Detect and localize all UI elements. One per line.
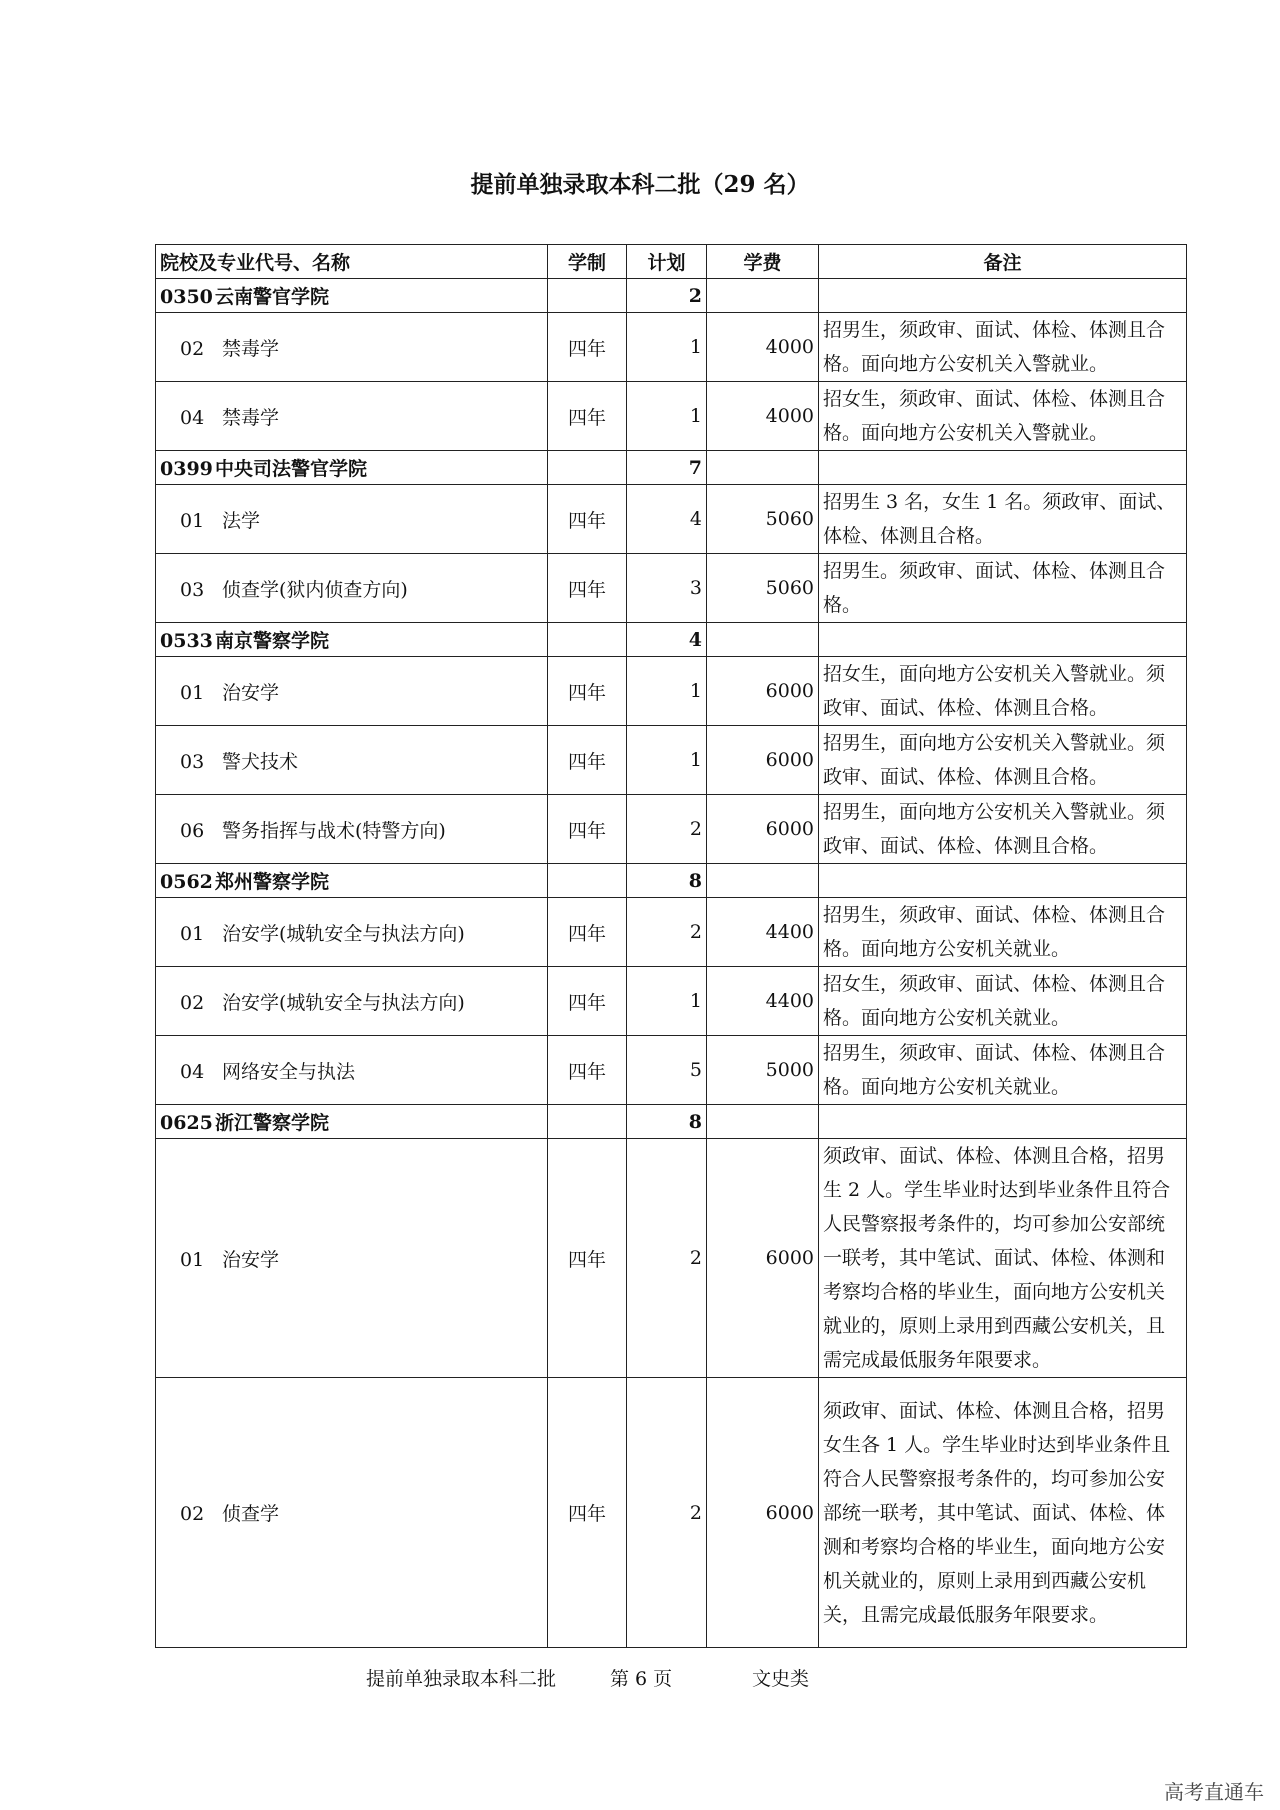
major-fee: 6000 xyxy=(707,1139,819,1378)
major-row xyxy=(156,967,1187,1036)
major-fee: 6000 xyxy=(707,1378,819,1648)
major-note: 招女生，须政审、面试、体检、体测且合格。面向地方公安机关就业。 xyxy=(819,967,1187,1036)
school-code: 0625 xyxy=(160,1112,213,1134)
major-note: 招女生，须政审、面试、体检、体测且合格。面向地方公安机关入警就业。 xyxy=(819,382,1187,451)
major-plan: 2 xyxy=(627,795,707,864)
major-name: 警犬技术 xyxy=(222,750,299,773)
major-fee: 6000 xyxy=(707,657,819,726)
major-note: 招男生 3 名，女生 1 名。须政审、面试、体检、体测且合格。 xyxy=(819,485,1187,554)
major-note: 招男生。须政审、面试、体检、体测且合格。 xyxy=(819,554,1187,623)
major-fee: 5060 xyxy=(707,485,819,554)
footer-batch: 提前单独录取本科二批 xyxy=(366,1668,557,1690)
major-row xyxy=(156,898,1187,967)
major-plan: 3 xyxy=(627,554,707,623)
major-row xyxy=(156,485,1187,554)
header-plan: 计划 xyxy=(627,245,707,279)
major-name: 治安学(城轨安全与执法方向) xyxy=(222,922,465,945)
major-row xyxy=(156,313,1187,382)
major-duration: 四年 xyxy=(548,1139,627,1378)
header-fee: 学费 xyxy=(707,245,819,279)
major-row xyxy=(156,1378,1187,1648)
footer-category: 文史类 xyxy=(752,1668,810,1690)
major-code: 01 xyxy=(180,922,205,945)
admission-table xyxy=(155,244,1187,1648)
major-fee: 6000 xyxy=(707,795,819,864)
school-plan-total: 8 xyxy=(627,864,707,898)
major-row xyxy=(156,657,1187,726)
major-name: 侦查学 xyxy=(222,1503,280,1525)
major-duration: 四年 xyxy=(548,898,627,967)
school-code: 0533 xyxy=(160,630,213,652)
major-duration: 四年 xyxy=(548,967,627,1036)
school-code: 0399 xyxy=(160,458,213,480)
major-note: 招男生，须政审、面试、体检、体测且合格。面向地方公安机关就业。 xyxy=(819,1036,1187,1105)
major-plan: 1 xyxy=(627,967,707,1036)
school-name: 南京警察学院 xyxy=(215,630,330,652)
major-code: 01 xyxy=(180,509,205,532)
major-note: 招男生，须政审、面试、体检、体测且合格。面向地方公安机关入警就业。 xyxy=(819,313,1187,382)
major-name: 治安学(城轨安全与执法方向) xyxy=(222,991,465,1014)
school-plan-total: 4 xyxy=(627,623,707,657)
major-code: 02 xyxy=(180,991,205,1014)
major-note: 须政审、面试、体检、体测且合格，招男生 2 人。学生毕业时达到毕业条件且符合人民警察报考条件的，均可参加公安部统一联考，其中笔试、面试、体检、体测和考察均合格的毕业生，面向地方公安机关就业的，原则上录用到西藏公安机关，且需完成最低服务年限要求。 xyxy=(819,1139,1187,1378)
major-name: 治安学 xyxy=(222,1248,280,1271)
major-duration: 四年 xyxy=(548,554,627,623)
major-name: 警务指挥与战术(特警方向) xyxy=(222,819,446,842)
major-code: 02 xyxy=(180,1503,205,1525)
school-name: 中央司法警官学院 xyxy=(215,458,368,480)
major-fee: 4400 xyxy=(707,898,819,967)
major-note: 招女生，面向地方公安机关入警就业。须政审、面试、体检、体测且合格。 xyxy=(819,657,1187,726)
school-name: 浙江警察学院 xyxy=(215,1112,330,1134)
major-note: 须政审、面试、体检、体测且合格，招男女生各 1 人。学生毕业时达到毕业条件且符合人民警察报考条件的，均可参加公安部统一联考，其中笔试、面试、体检、体测和考察均合格的毕业生，面向地方公安机关就业的，原则上录用到西藏公安机关，且需完成最低服务年限要求。 xyxy=(819,1378,1187,1648)
header-school-major: 院校及专业代号、名称 xyxy=(156,245,548,279)
watermark: 高考直通车 xyxy=(1164,1780,1264,1804)
school-row xyxy=(156,864,1187,898)
school-plan-total: 8 xyxy=(627,1105,707,1139)
major-code: 04 xyxy=(180,1060,205,1083)
header-duration: 学制 xyxy=(548,245,627,279)
major-code: 06 xyxy=(180,819,205,842)
major-name: 侦查学(狱内侦查方向) xyxy=(222,578,408,601)
school-row xyxy=(156,451,1187,485)
major-name: 网络安全与执法 xyxy=(222,1060,356,1083)
footer-page-number: 第 6 页 xyxy=(610,1668,673,1690)
major-duration: 四年 xyxy=(548,726,627,795)
major-plan: 2 xyxy=(627,1378,707,1648)
major-row xyxy=(156,1036,1187,1105)
major-duration: 四年 xyxy=(548,795,627,864)
major-code: 02 xyxy=(180,337,205,360)
major-code: 03 xyxy=(180,578,205,601)
page-title: 提前单独录取本科二批（29 名） xyxy=(470,171,810,198)
major-plan: 2 xyxy=(627,898,707,967)
major-row xyxy=(156,554,1187,623)
header-note: 备注 xyxy=(819,245,1187,279)
school-code: 0350 xyxy=(160,286,213,308)
major-name: 禁毒学 xyxy=(222,337,280,360)
school-row xyxy=(156,1105,1187,1139)
major-fee: 6000 xyxy=(707,726,819,795)
school-row xyxy=(156,623,1187,657)
major-row xyxy=(156,795,1187,864)
major-fee: 4000 xyxy=(707,382,819,451)
major-duration: 四年 xyxy=(548,382,627,451)
major-duration: 四年 xyxy=(548,1378,627,1648)
major-fee: 5060 xyxy=(707,554,819,623)
major-plan: 1 xyxy=(627,382,707,451)
table-header-row xyxy=(156,245,1187,279)
major-duration: 四年 xyxy=(548,485,627,554)
major-fee: 4000 xyxy=(707,313,819,382)
major-fee: 5000 xyxy=(707,1036,819,1105)
major-plan: 5 xyxy=(627,1036,707,1105)
major-name: 禁毒学 xyxy=(222,406,280,429)
page-footer xyxy=(366,1664,809,1691)
major-note: 招男生，面向地方公安机关入警就业。须政审、面试、体检、体测且合格。 xyxy=(819,795,1187,864)
school-code: 0562 xyxy=(160,871,213,893)
school-plan-total: 7 xyxy=(627,451,707,485)
school-name: 云南警官学院 xyxy=(215,286,330,308)
school-name: 郑州警察学院 xyxy=(215,871,330,893)
major-note: 招男生，面向地方公安机关入警就业。须政审、面试、体检、体测且合格。 xyxy=(819,726,1187,795)
major-duration: 四年 xyxy=(548,1036,627,1105)
major-fee: 4400 xyxy=(707,967,819,1036)
major-plan: 1 xyxy=(627,726,707,795)
major-code: 01 xyxy=(180,1248,205,1271)
major-note: 招男生，须政审、面试、体检、体测且合格。面向地方公安机关就业。 xyxy=(819,898,1187,967)
major-row xyxy=(156,726,1187,795)
school-row xyxy=(156,279,1187,313)
major-code: 03 xyxy=(180,750,205,773)
major-code: 01 xyxy=(180,681,205,704)
major-plan: 4 xyxy=(627,485,707,554)
major-row xyxy=(156,382,1187,451)
major-name: 法学 xyxy=(222,509,261,532)
major-name: 治安学 xyxy=(222,681,280,704)
major-plan: 2 xyxy=(627,1139,707,1378)
major-code: 04 xyxy=(180,406,205,429)
major-duration: 四年 xyxy=(548,657,627,726)
major-duration: 四年 xyxy=(548,313,627,382)
major-plan: 1 xyxy=(627,657,707,726)
school-plan-total: 2 xyxy=(627,279,707,313)
major-row xyxy=(156,1139,1187,1378)
major-plan: 1 xyxy=(627,313,707,382)
